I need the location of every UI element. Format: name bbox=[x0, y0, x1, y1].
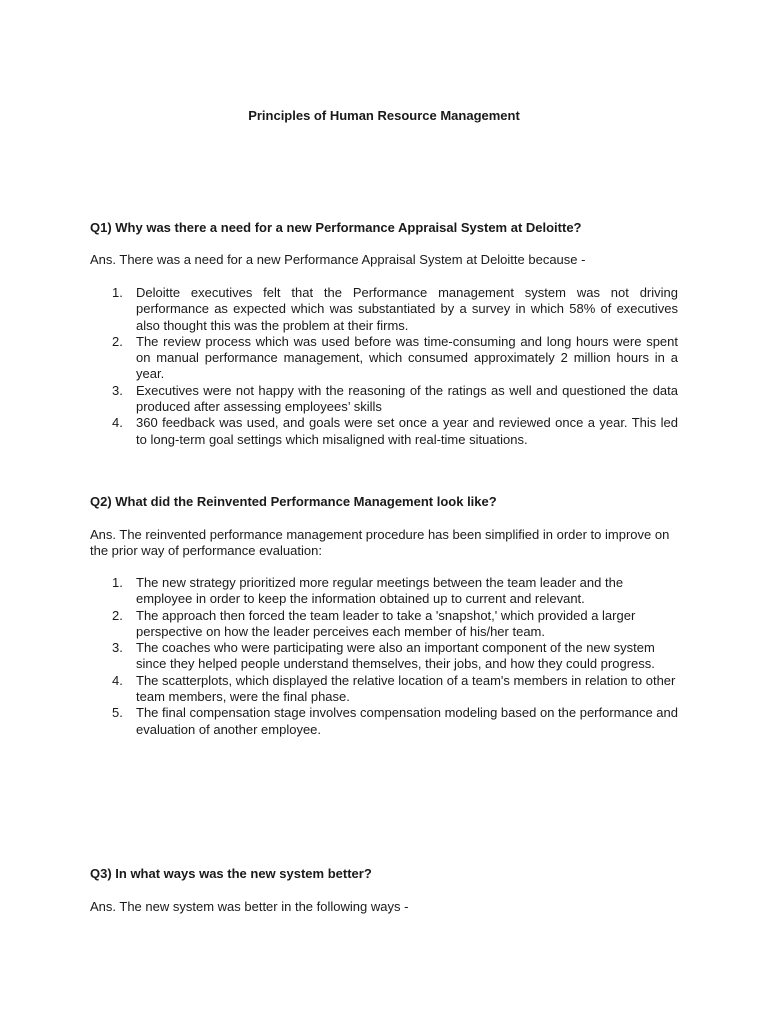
list-item-text: The review process which was used before was time-consuming and long hours were spent on manual performance management, which consumed approximately 2 million hours in a year. bbox=[136, 333, 678, 382]
list-item bbox=[90, 575, 678, 608]
list-item bbox=[90, 608, 678, 641]
list-item bbox=[90, 285, 678, 334]
answer-3-intro: Ans. The new system was better in the following ways - bbox=[90, 899, 409, 914]
list-item-number: 3. bbox=[112, 382, 123, 398]
answer-1-list bbox=[90, 285, 678, 448]
list-item-text: 360 feedback was used, and goals were set once a year and reviewed once a year. This led to long-term goal settings which misaligned with real-time situations. bbox=[136, 415, 678, 447]
list-item bbox=[90, 415, 678, 448]
list-item-text: The coaches who were participating were also an important component of the new system since they helped people understand themselves, their jobs, and how they could progress. bbox=[136, 640, 655, 672]
list-item-number: 4. bbox=[112, 415, 123, 431]
question-2-heading: Q2) What did the Reinvented Performance Management look like? bbox=[90, 494, 497, 509]
list-item bbox=[90, 334, 678, 383]
list-item bbox=[90, 640, 678, 673]
answer-2-intro: Ans. The reinvented performance management procedure has been simplified in order to improve on the prior way of performance evaluation: bbox=[90, 527, 670, 559]
list-item bbox=[90, 383, 678, 416]
list-item-number: 2. bbox=[112, 333, 123, 349]
list-item-text: Executives were not happy with the reasoning of the ratings as well and questioned the data produced after assessing employees’ skills bbox=[136, 382, 678, 415]
list-item-number: 2. bbox=[112, 607, 123, 623]
question-1-heading: Q1) Why was there a need for a new Performance Appraisal System at Deloitte? bbox=[90, 220, 582, 235]
list-item-number: 4. bbox=[112, 672, 123, 688]
list-item-text: The new strategy prioritized more regular meetings between the team leader and the employee in order to keep the information obtained up to current and relevant. bbox=[136, 575, 624, 607]
document-title: Principles of Human Resource Management bbox=[248, 108, 520, 123]
answer-2-list bbox=[90, 575, 678, 738]
list-item-number: 1. bbox=[112, 575, 123, 590]
list-item-number: 1. bbox=[112, 285, 123, 300]
list-item-number: 5. bbox=[112, 705, 123, 721]
answer-1-intro: Ans. There was a need for a new Performance Appraisal System at Deloitte because - bbox=[90, 252, 586, 267]
list-item bbox=[90, 705, 678, 738]
list-item-text: Deloitte executives felt that the Performance management system was not driving performance as expected which was substantiated by a survey in which 58% of executives also thought this was the problem at their firms. bbox=[136, 285, 678, 333]
list-item bbox=[90, 673, 678, 706]
list-item-text: The scatterplots, which displayed the relative location of a team's members in relation to other team members, were the final phase. bbox=[136, 672, 676, 705]
list-item-text: The final compensation stage involves compensation modeling based on the performance and evaluation of another employee. bbox=[136, 705, 679, 737]
list-item-number: 3. bbox=[112, 640, 123, 656]
question-3-heading: Q3) In what ways was the new system better? bbox=[90, 866, 372, 881]
list-item-text: The approach then forced the team leader to take a 'snapshot,' which provided a larger perspective on how the leader perceives each member of his/her team. bbox=[136, 607, 636, 639]
